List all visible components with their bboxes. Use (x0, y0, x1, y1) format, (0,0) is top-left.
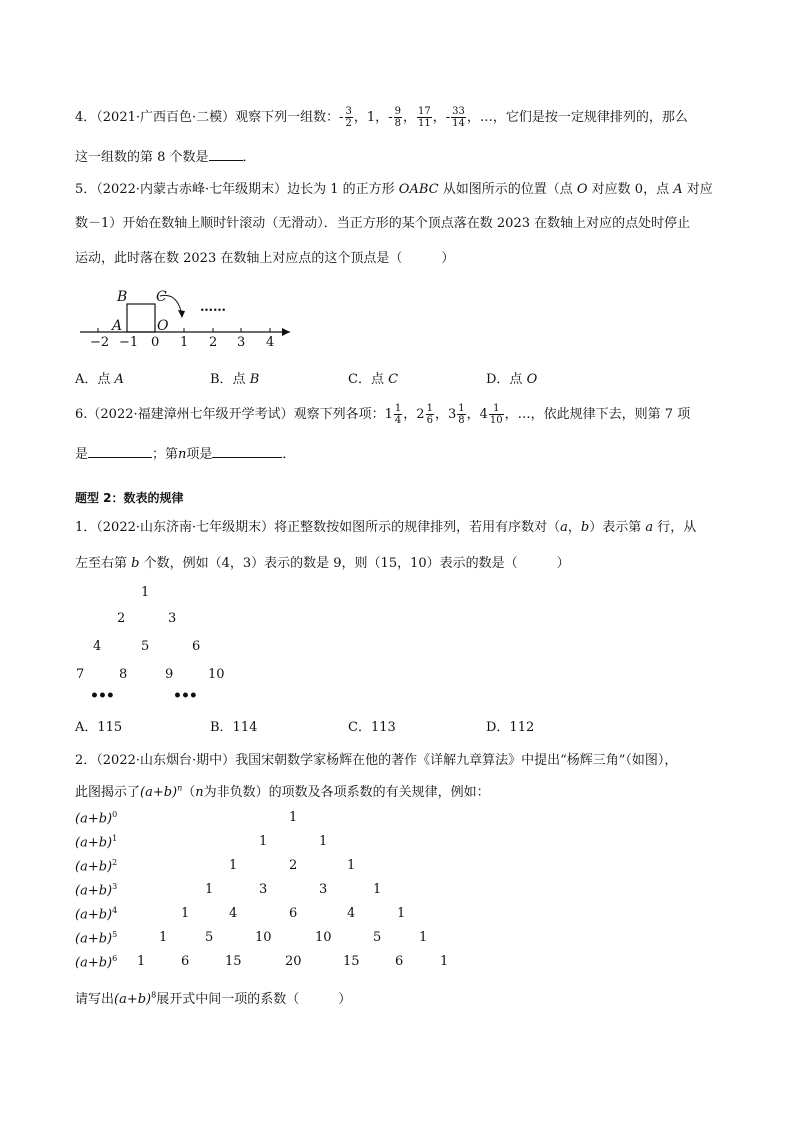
answer-blank[interactable] (209, 148, 243, 161)
q4-line1: 4．（2021·广西百色·二模）观察下列一组数：- $\frac{3}{2}$ ，1，- $\frac{9}{8}$ ， $\frac{17}{11}$ ，- $\frac{33}{14}$ ，…，它们是按一定规律排列的，那么 (75, 106, 688, 129)
option-a[interactable]: A．点 A (75, 372, 124, 387)
label-o: O (157, 318, 169, 334)
pascal-coef: 5 (373, 930, 382, 945)
section-title: 题型 2：数表的规律 (75, 491, 184, 505)
option-d[interactable]: D．112 (486, 720, 535, 735)
pascal-coef: 1 (347, 858, 356, 873)
continuation-dots: ••• (90, 688, 114, 704)
pascal-coef: 1 (440, 954, 449, 969)
tick-label: 2 (209, 335, 218, 350)
ticks (98, 328, 270, 332)
pascal-coef: 3 (259, 882, 268, 897)
triangle-number: 5 (141, 639, 150, 654)
fraction: $\frac{1}{10}$ (489, 403, 503, 426)
s2q2-ask: 请写出$(a+b)^8$展开式中间一项的系数（ ） (75, 990, 352, 1007)
pascal-coef: 1 (137, 954, 146, 969)
fraction: $\frac{1}{8}$ (458, 403, 465, 426)
fraction: $\frac{1}{4}$ (394, 403, 402, 426)
fraction: $\frac{33}{14}$ (452, 106, 465, 129)
fraction: $\frac{1}{6}$ (426, 403, 433, 426)
s2q2-line2: 此图揭示了$(a+b)^n(n$为非负数）的项数及各项系数的有关规律，例如： (75, 783, 490, 800)
tick-label: −2 (90, 335, 110, 350)
triangle-number: 6 (192, 639, 201, 654)
pascal-coef: 1 (159, 930, 168, 945)
ellipsis: …… (200, 300, 226, 315)
answer-blank[interactable] (88, 445, 152, 458)
square-oabc (127, 304, 155, 332)
pascal-coef: 5 (205, 930, 214, 945)
pascal-row-label: $(a+b)^1$ (75, 834, 118, 851)
pascal-coef: 1 (205, 882, 214, 897)
rotation-arrowhead (178, 310, 185, 318)
pascal-coef: 4 (229, 906, 238, 921)
pascal-coef: 1 (259, 834, 268, 849)
s2q2-line1: 2．（2022·山东烟台·期中）我国宋朝数学家杨辉在他的著作《详解九章算法》中提出“杨辉三角”（如图）， (75, 753, 678, 768)
pascal-coef: 6 (395, 954, 404, 969)
pascal-coef: 1 (181, 906, 190, 921)
pascal-coef: 1 (397, 906, 406, 921)
pascal-coef: 1 (319, 834, 328, 849)
s2q1-line2: 左至右第 b 个数，例如（4，3）表示的数是 9，则（15，10）表示的数是（ ） (75, 556, 570, 571)
q6-line1: 6.（2022·福建漳州七年级开学考试）观察下列各项：1 $\frac{1}{4}$ ，2 $\frac{1}{6}$ ，3 $\frac{1}{8}$ ，4 $\frac{1}{10}$ ，…，依此规律下去，则第 7 项 (75, 403, 691, 426)
option-d[interactable]: D．点 O (486, 372, 538, 387)
pascal-coef: 1 (419, 930, 428, 945)
option-c[interactable]: C．113 (348, 720, 396, 735)
fraction: $\frac{9}{8}$ (394, 106, 401, 129)
tick-label: 4 (266, 335, 275, 350)
option-a[interactable]: A．115 (75, 720, 123, 735)
triangle-number: 1 (141, 585, 150, 600)
pascal-row-label: $(a+b)^4$ (75, 906, 118, 923)
triangle-number: 3 (168, 611, 177, 626)
pascal-row-label: $(a+b)^5$ (75, 930, 118, 947)
q5-line2: 数－1）开始在数轴上顺时针滚动（无滑动）．当正方形的某个顶点落在数 2023 在数轴上对应的点处时停止 (75, 216, 691, 231)
tick-label: 0 (151, 335, 160, 350)
s2q1-line1: 1．（2022·山东济南·七年级期末）将正整数按如图所示的规律排列，若用有序数对（a，b）表示第 a 行，从 (75, 520, 697, 535)
triangle-number: 9 (165, 667, 174, 682)
pascal-coef: 1 (289, 810, 298, 825)
answer-blank[interactable] (212, 445, 282, 458)
q6-line2: 是 ；第n项是 ． (75, 447, 296, 462)
triangle-number: 7 (76, 667, 85, 682)
option-b[interactable]: B．点 B (210, 372, 260, 387)
fraction: $\frac{3}{2}$ (345, 106, 352, 129)
tick-label: −1 (119, 335, 139, 350)
triangle-number: 10 (208, 667, 225, 682)
triangle-number: 8 (119, 667, 128, 682)
pascal-coef: 1 (373, 882, 382, 897)
label-b: B (117, 289, 128, 305)
label-c: C (156, 289, 167, 305)
label-a: A (112, 318, 123, 334)
tick-label: 3 (237, 335, 246, 350)
pascal-coef: 1 (229, 858, 238, 873)
pascal-coef: 4 (347, 906, 356, 921)
continuation-dots: ••• (173, 688, 197, 704)
option-b[interactable]: B．114 (210, 720, 258, 735)
triangle-number: 2 (117, 611, 126, 626)
pascal-coef: 10 (255, 930, 272, 945)
pascal-row-label: $(a+b)^6$ (75, 954, 118, 971)
pascal-coef: 20 (285, 954, 302, 969)
pascal-coef: 6 (181, 954, 190, 969)
triangle-number: 4 (93, 639, 102, 654)
pascal-coef: 6 (289, 906, 298, 921)
pascal-coef: 2 (289, 858, 298, 873)
pascal-row-label: $(a+b)^3$ (75, 882, 118, 899)
q4-line2: 这一组数的第 8 个数是 ． (75, 150, 256, 165)
pascal-coef: 15 (225, 954, 242, 969)
pascal-row-label: $(a+b)^0$ (75, 810, 118, 827)
tick-label: 1 (180, 335, 189, 350)
q5-line1: 5．（2022·内蒙古赤峰·七年级期末）边长为 1 的正方形 OABC 从如图所示的位置（点 O 对应数 0，点 A 对应 (75, 182, 713, 197)
q5-line3: 运动，此时落在数 2023 在数轴上对应点的这个顶点是（ ） (75, 251, 455, 266)
fraction: $\frac{17}{11}$ (417, 106, 431, 129)
option-c[interactable]: C．点 C (348, 372, 399, 387)
pascal-coef: 3 (319, 882, 328, 897)
pascal-coef: 15 (343, 954, 360, 969)
pascal-coef: 10 (315, 930, 332, 945)
axis-arrow (282, 328, 290, 336)
pascal-row-label: $(a+b)^2$ (75, 858, 118, 875)
